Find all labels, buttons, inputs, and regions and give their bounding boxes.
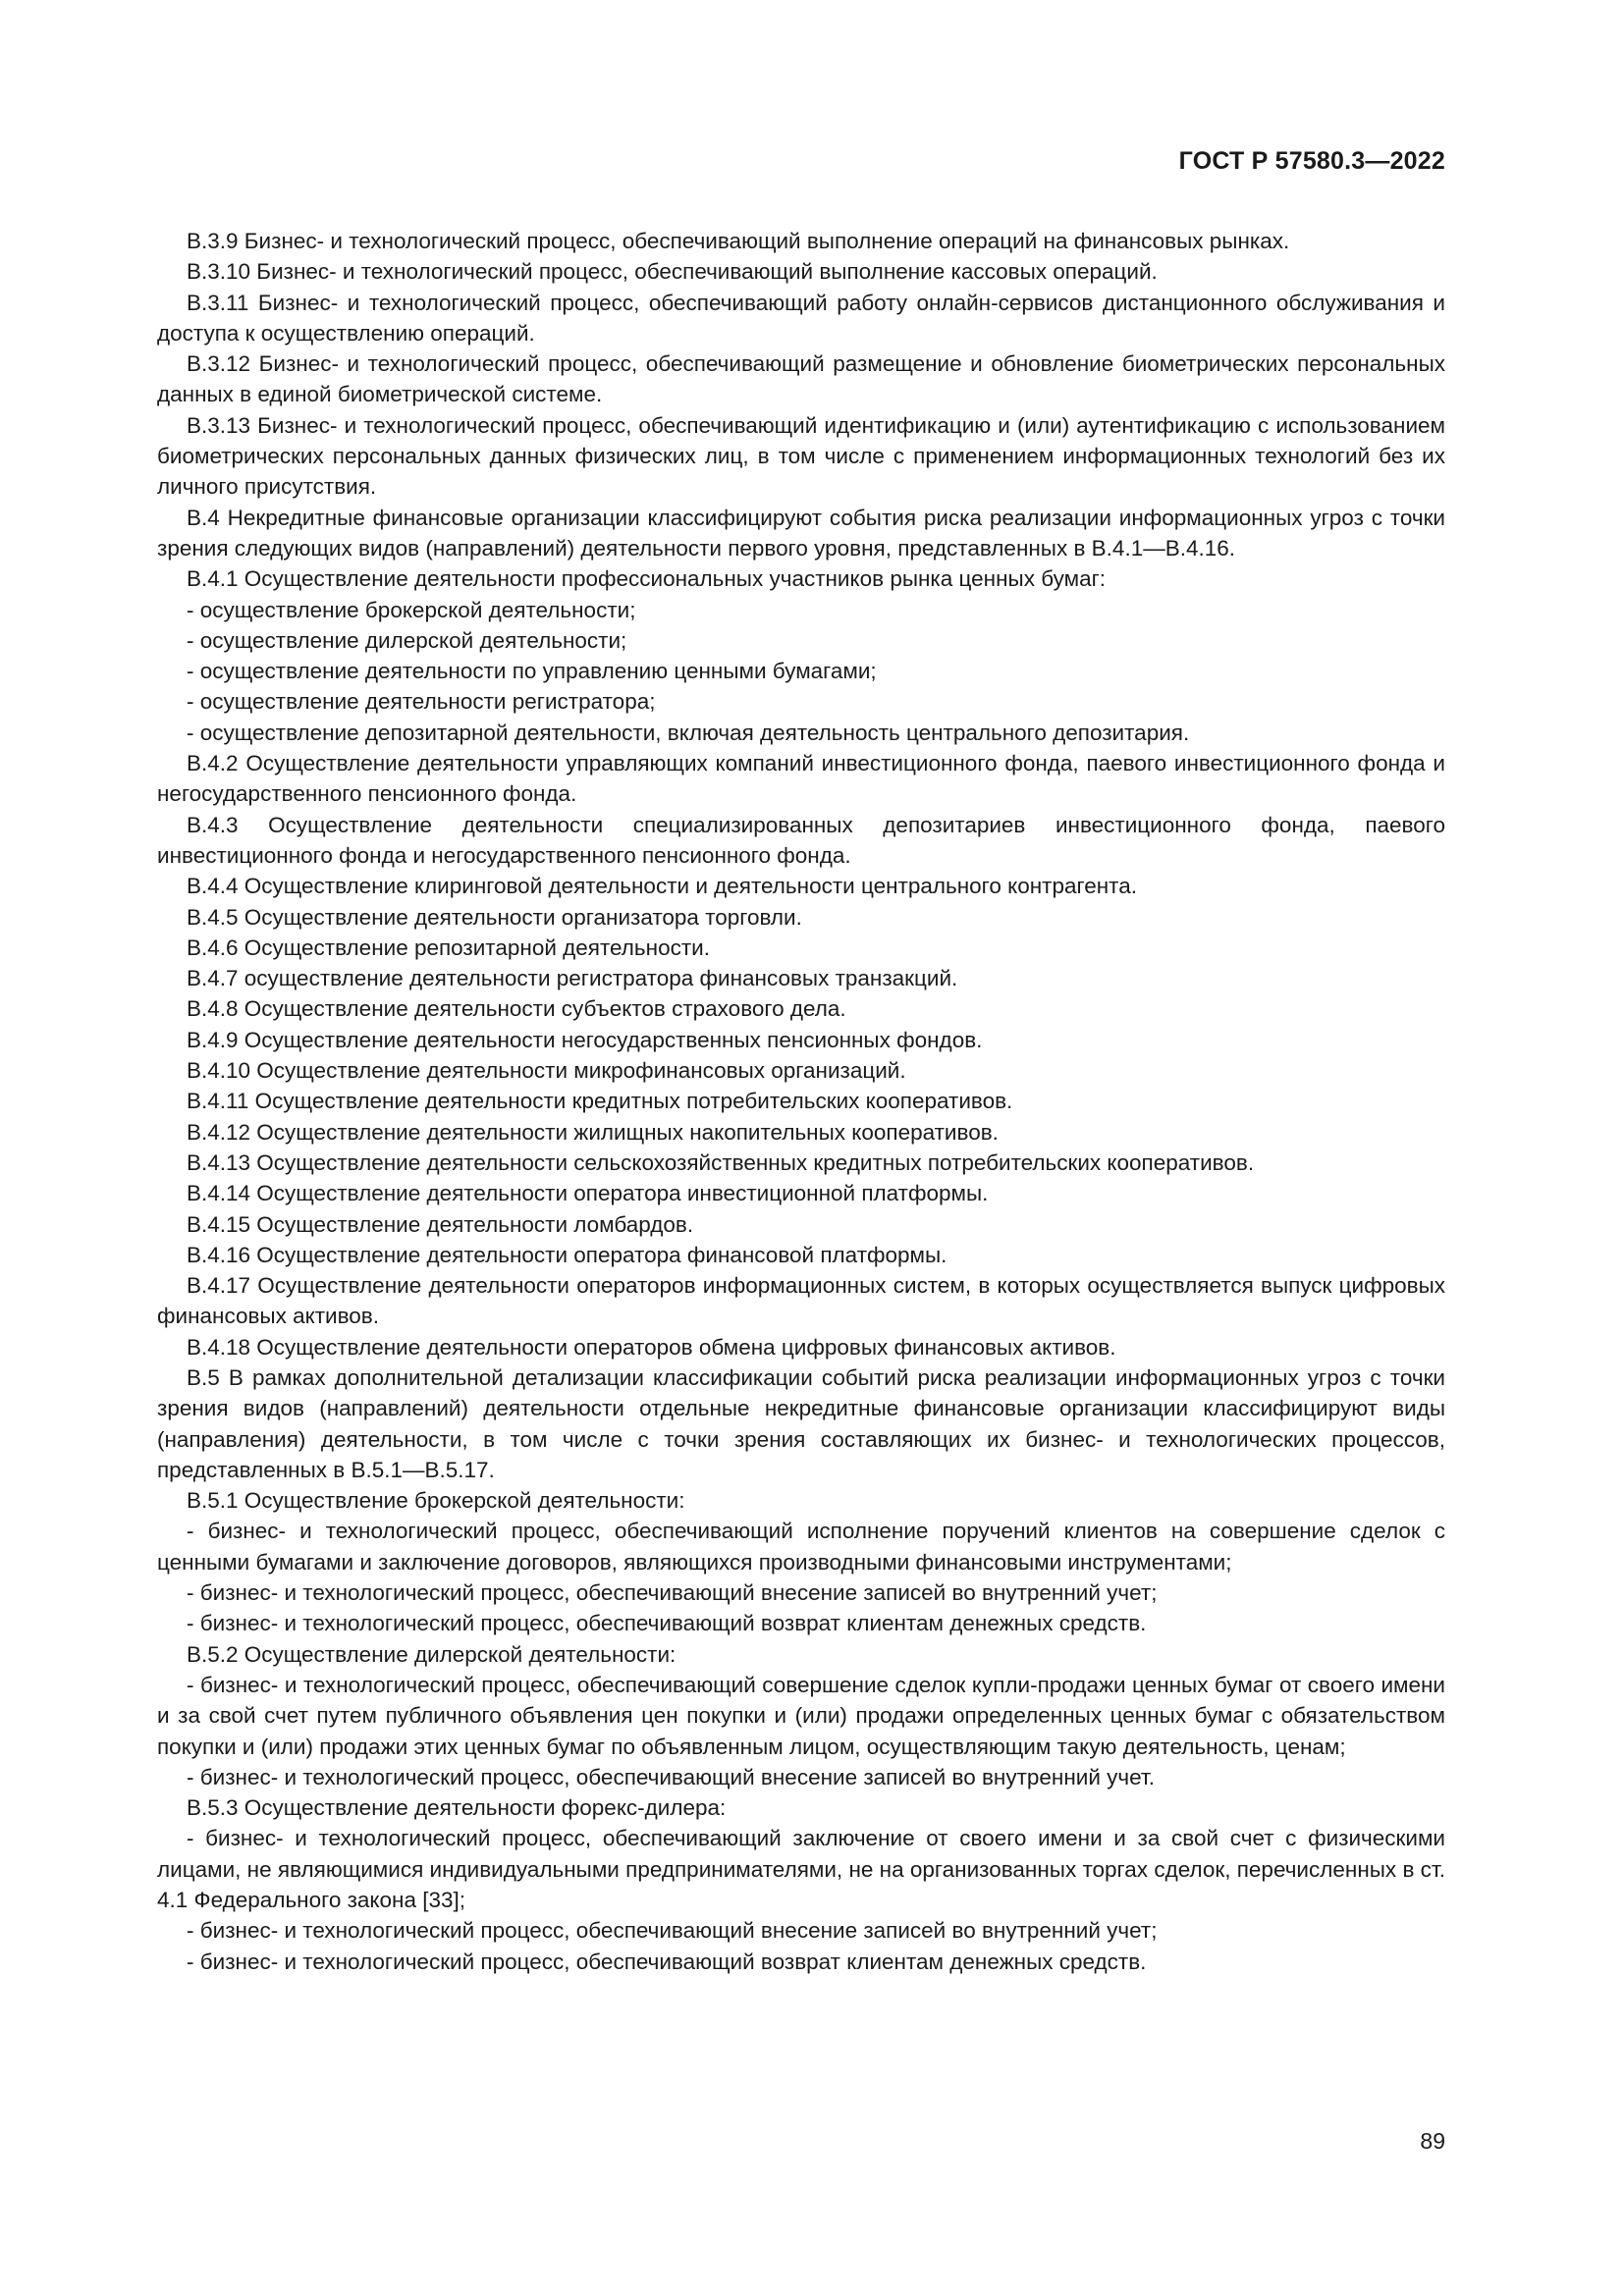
paragraph: В.3.10 Бизнес- и технологический процесс, обеспечивающий выполнение кассовых операций. <box>187 259 1158 285</box>
paragraph: В.4.17 Осуществление деятельности операторов информационных систем, в которых осуществляется выпуск цифровых финансовых активов. <box>157 1273 1445 1329</box>
paragraph: В.4.3 Осуществление деятельности специализированных депозитариев инвестиционного фонда, паевого инвестиционного фонда и негосударственного пенсионного фонда. <box>157 812 1445 868</box>
paragraph: В.4 Некредитные финансовые организации классифицируют события риска реализации информационных угроз с точки зрения следующих видов (направлений) деятельности первого уровня, представленных в В.4.1—В.4.16. <box>157 505 1445 561</box>
list-item: - бизнес- и технологический процесс, обеспечивающий возврат клиентам денежных средств. <box>187 1611 1147 1636</box>
paragraph: В.3.12 Бизнес- и технологический процесс, обеспечивающий размещение и обновление биометрических персональных данных в единой биометрической системе. <box>157 351 1445 407</box>
paragraph: В.4.15 Осуществление деятельности ломбардов. <box>187 1211 694 1237</box>
list-item: - бизнес- и технологический процесс, обеспечивающий исполнение поручений клиентов на совершение сделок с ценными бумагами и заключение договоров, являющихся производными финансовыми инструментами; <box>157 1519 1445 1575</box>
paragraph: В.4.10 Осуществление деятельности микрофинансовых организаций. <box>187 1058 906 1084</box>
paragraph: В.4.4 Осуществление клиринговой деятельности и деятельности центрального контрагента. <box>187 874 1137 899</box>
paragraph: В.4.13 Осуществление деятельности сельскохозяйственных кредитных потребительских кооперативов. <box>187 1149 1255 1175</box>
list-item: - бизнес- и технологический процесс, обеспечивающий внесение записей во внутренний учет; <box>187 1580 1158 1606</box>
list-item: - бизнес- и технологический процесс, обеспечивающий возврат клиентам денежных средств. <box>187 1949 1147 1974</box>
list-item: - осуществление депозитарной деятельности, включая деятельность центрального депозитария. <box>187 720 1190 745</box>
paragraph: В.4.14 Осуществление деятельности оператора инвестиционной платформы. <box>187 1181 989 1206</box>
paragraph: В.4.6 Осуществление репозитарной деятельности. <box>187 934 710 960</box>
paragraph: В.5 В рамках дополнительной детализации классификации событий риска реализации информационных угроз с точки зрения видов (направлений) деятельности отдельные некредитные финансовые организации классифицируют виды (направления) деятельности, в том числе с точки зрения составляющих их бизнес- и технологических процессов, представленных в В.5.1—В.5.17. <box>157 1364 1445 1482</box>
list-item: - бизнес- и технологический процесс, обеспечивающий совершение сделок купли-продажи ценных бумаг от своего имени и за свой счет путем публичного объявления цен покупки и (или) продажи определенных ценных бумаг с обязательством покупки и (или) продажи этих ценных бумаг по объявленным лицом, осуществляющим такую деятельность, ценам; <box>157 1672 1445 1759</box>
paragraph: В.4.11 Осуществление деятельности кредитных потребительских кооперативов. <box>187 1089 1013 1114</box>
list-item: - бизнес- и технологический процесс, обеспечивающий заключение от своего имени и за свой счет с физическими лицами, не являющимися индивидуальными предпринимателями, не на организованных торгах сделок, перечисленных в ст. 4.1 Федерального закона [33]; <box>157 1826 1445 1913</box>
paragraph: В.4.8 Осуществление деятельности субъектов страхового дела. <box>187 996 846 1022</box>
list-item: - осуществление дилерской деятельности; <box>187 627 627 653</box>
page-number: 89 <box>1420 2128 1445 2154</box>
paragraph: В.4.16 Осуществление деятельности оператора финансовой платформы. <box>187 1242 947 1267</box>
paragraph: В.4.2 Осуществление деятельности управляющих компаний инвестиционного фонда, паевого инвестиционного фонда и негосударственного пенсионного фонда. <box>157 751 1445 807</box>
paragraph: В.5.3 Осуществление деятельности форекс-дилера: <box>187 1795 727 1821</box>
paragraph: В.4.5 Осуществление деятельности организатора торговли. <box>187 904 802 930</box>
paragraph: В.5.2 Осуществление дилерской деятельности: <box>187 1641 677 1667</box>
paragraph: В.3.13 Бизнес- и технологический процесс, обеспечивающий идентификацию и (или) аутентификацию с использованием биометрических персональных данных физических лиц, в том числе с применением информационных технологий без их личного присутствия. <box>157 412 1445 500</box>
paragraph: В.4.1 Осуществление деятельности профессиональных участников рынка ценных бумаг: <box>187 566 1107 592</box>
list-item: - бизнес- и технологический процесс, обеспечивающий внесение записей во внутренний учет; <box>187 1918 1158 1944</box>
document-body <box>157 226 1445 1977</box>
list-item: - бизнес- и технологический процесс, обеспечивающий внесение записей во внутренний учет. <box>187 1764 1155 1789</box>
paragraph: В.4.18 Осуществление деятельности операторов обмена цифровых финансовых активов. <box>187 1334 1116 1360</box>
paragraph: В.4.7 осуществление деятельности регистратора финансовых транзакций. <box>187 966 958 991</box>
standard-header: ГОСТ Р 57580.3—2022 <box>1178 147 1445 175</box>
paragraph: В.3.11 Бизнес- и технологический процесс, обеспечивающий работу онлайн-сервисов дистанционного обслуживания и доступа к осуществлению операций. <box>157 290 1445 346</box>
list-item: - осуществление деятельности по управлению ценными бумагами; <box>187 659 877 684</box>
paragraph: В.4.9 Осуществление деятельности негосударственных пенсионных фондов. <box>187 1027 983 1052</box>
paragraph: В.4.12 Осуществление деятельности жилищных накопительных кооперативов. <box>187 1119 999 1145</box>
paragraph: В.5.1 Осуществление брокерской деятельности: <box>187 1488 685 1514</box>
paragraph: В.3.9 Бизнес- и технологический процесс, обеспечивающий выполнение операций на финансовых рынках. <box>187 229 1290 253</box>
list-item: - осуществление деятельности регистратора; <box>187 689 656 715</box>
list-item: - осуществление брокерской деятельности; <box>187 597 636 622</box>
